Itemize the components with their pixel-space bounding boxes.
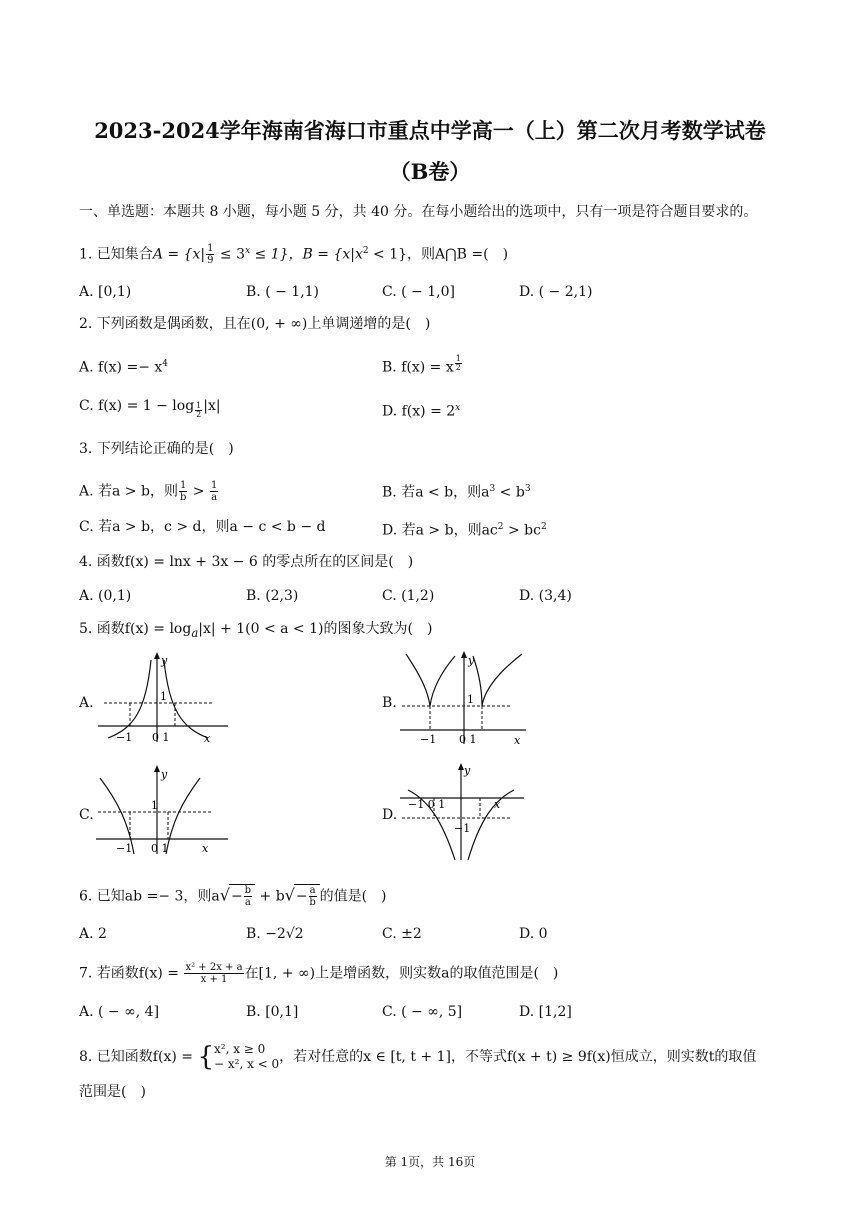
q7-option-d: D. [1,2]	[519, 1004, 572, 1020]
tick-neg-one: −1	[116, 731, 133, 744]
tick-zero-one: 0 1	[152, 731, 170, 744]
q4-option-c: C. (1,2)	[382, 588, 435, 604]
axis-y-label: y	[161, 654, 168, 667]
q6-option-b: B. −2√2	[246, 926, 304, 942]
q3-option-c: C. 若a > b，c > d，则a − c < b − d	[79, 519, 326, 535]
q3-option-d: D. 若a > b，则$ac^2 > bc^2$	[382, 522, 547, 539]
page-subtitle: （B卷）	[389, 159, 471, 184]
svg-text:1: 1	[467, 693, 474, 706]
q6-option-c: C. ±2	[382, 926, 422, 942]
q1-text: ≤ 3	[215, 246, 245, 263]
svg-text:−1: −1	[116, 842, 133, 855]
q2-option-b: B. f(x) = x $^{\frac{1}{2}}$	[382, 354, 461, 376]
q2-option-a: A. $f(x) =- x^4$	[79, 359, 169, 376]
svg-text:0 1: 0 1	[459, 733, 477, 746]
q2-option-c: C. f(x) = 1 − log $_{\frac{1}{2}}$ |x|	[79, 398, 221, 420]
q6-option-d: D. 0	[519, 926, 548, 942]
question-5: 5. 函数$f(x) = \log_a|x| + 1(0 < a < 1)$的图象大致为( )	[79, 621, 433, 640]
axis-x-label: x	[204, 732, 211, 745]
q3-option-a: A. 若a > b，则 $\frac{1}{b}$ > $\frac{1}{a}$	[79, 480, 218, 503]
q1-fraction: $\frac{1}{9}$	[207, 243, 214, 267]
q1-option-a: A. [0,1)	[79, 284, 132, 300]
svg-text:y: y	[464, 764, 471, 777]
q1-option-c: C. ( − 1,0]	[382, 284, 455, 300]
q7-option-b: B. [0,1]	[246, 1004, 299, 1020]
q5-label-c: C.	[79, 807, 94, 823]
svg-text:−1: −1	[420, 733, 437, 746]
question-7: 7. 若函数f(x) = $\frac{\text{x² + 2x + a}}{x + 1}$ 在[1, + ∞)上是增函数，则实数a的取值范围是( )	[79, 962, 559, 985]
svg-text:1: 1	[151, 799, 158, 812]
question-2: 2. 下列函数是偶函数，且在(0, + ∞)上单调递增的是( )	[79, 316, 431, 332]
svg-text:x: x	[514, 734, 521, 747]
svg-text:x: x	[202, 842, 209, 855]
q4-option-d: D. (3,4)	[519, 588, 572, 604]
graph-c	[94, 762, 234, 857]
question-4: 4. 函数f(x) = lnx + 3x − 6 的零点所在的区间是( )	[79, 554, 414, 570]
svg-text:0 1: 0 1	[151, 842, 169, 855]
q1-option-b: B. ( − 1,1)	[246, 284, 320, 300]
tick-one: 1	[160, 690, 167, 703]
q1-set-a: A = {x|	[152, 246, 206, 263]
svg-text:y: y	[161, 768, 168, 781]
q7-option-a: A. ( − ∞, 4]	[79, 1004, 160, 1020]
q4-option-b: B. (2,3)	[246, 588, 299, 604]
q5-label-a: A.	[79, 695, 94, 711]
q1-option-d: D. ( − 2,1)	[519, 284, 593, 300]
section-heading: 一、单选题：本题共 8 小题，每小题 5 分，共 40 分。在每小题给出的选项中，只有一项是符合题目要求的。	[79, 204, 758, 220]
q3-option-b: B. 若a < b，则$a^3 < b^3$	[382, 484, 531, 501]
graph-d	[398, 760, 533, 862]
q4-option-a: A. (0,1)	[79, 588, 132, 604]
question-3: 3. 下列结论正确的是( )	[79, 441, 234, 457]
svg-text:−1: −1	[454, 822, 471, 835]
svg-text:y: y	[468, 654, 475, 667]
question-1: 1. 已知集合A = {x| $\frac{1}{9}$ ≤ $3^x \le 1$}，$B = \{x|x^2 < 1\}$，则A⋂B =( )	[79, 243, 509, 267]
page-title: 2023-2024学年海南省海口市重点中学高一（上）第二次月考数学试卷	[94, 118, 766, 143]
q8-line2: 范围是( )	[79, 1084, 146, 1100]
q2-option-d: D. $f(x) = 2^x$	[382, 403, 461, 420]
graph-b	[398, 648, 533, 748]
graph-a	[94, 650, 234, 745]
page-footer: 第 1页，共 16页	[384, 1155, 476, 1169]
q5-label-d: D.	[382, 807, 398, 823]
q6-option-a: A. 2	[79, 926, 107, 942]
q1-set-b: ≤ 1}，B = {x|x	[250, 246, 363, 263]
question-8: 8. 已知函数f(x) = { x², x ≥ 0 − x², x < 0 ，若对任意的x ∈ [t, t + 1]，不等式f(x + t) ≥ 9f(x)恒成立，则实数t的取值	[79, 1042, 757, 1072]
q7-option-c: C. ( − ∞, 5]	[382, 1004, 463, 1020]
question-6: 6. 已知ab =− 3，则a√− $\frac{b}{a}$ + b√− $\frac{a}{b}$ 的值是( )	[79, 885, 387, 908]
q5-label-b: B.	[382, 695, 397, 711]
svg-text:x: x	[494, 798, 501, 811]
q1-tail: < 1}，则A⋂B =( )	[368, 246, 509, 263]
q1-prefix: 1. 已知集合	[79, 246, 153, 263]
svg-text:−1 0 1: −1 0 1	[408, 798, 446, 811]
